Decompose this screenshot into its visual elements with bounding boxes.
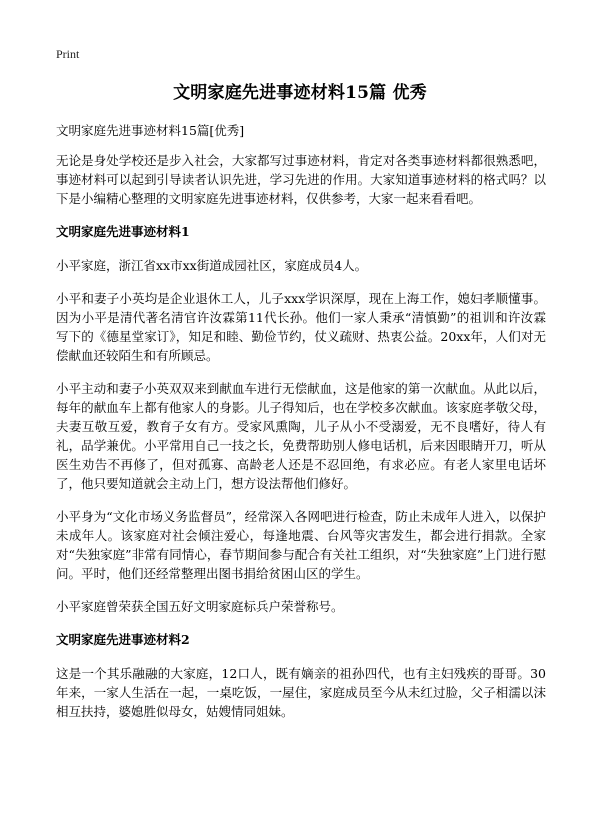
document-title: 文明家庭先进事迹材料15篇 优秀 [173,83,427,103]
article-body [56,151,546,735]
section1-paragraph-2: 小平和妻子小英均是企业退休工人，儿子xxx学识深厚，现在上海工作，媳妇孝顺懂事。因为小平是清代著名清官许汝霖第11代长孙。他们一家人秉承“清慎勤”的祖训和许汝霖写下的《德星堂家订》，知足和睦、勤俭节约，仗义疏财、热衷公益。20xx年，人们对无偿献血还较陌生和有所顾忌。 [56,291,546,363]
section1-paragraph-3: 小平主动和妻子小英双双来到献血车进行无偿献血，这是他家的第一次献血。从此以后，每年的献血车上都有他家人的身影。儿子得知后，也在学校多次献血。该家庭孝敬父母，夫妻互敬互爱，教育子女有方。受家风熏陶，儿子从小不受溺爱，无不良嗜好，待人有礼，品学兼优。小平常用自己一技之长，免费帮助别人修电话机，后来因眼睛开刀，听从医生劝告不再修了，但对孤寡、高龄老人还是不忍回绝，有求必应。有老人家里电话坏了，他只要知道就会主动上门，想方设法帮他们修好。 [56,381,546,491]
print-link[interactable]: Print [56,47,80,61]
section1-paragraph-4: 小平身为“文化市场义务监督员”，经常深入各网吧进行检查，防止未成年人进入，以保护未成年人。该家庭对社会倾注爱心，每逢地震、台风等灾害发生，都会进行捐款。全家对“失独家庭”非常有同情心，春节期间参与配合有关社工组织，对“失独家庭”上门进行慰问。平时，他们还经常整理出图书捐给贫困山区的学生。 [56,509,546,581]
section1-paragraph-5: 小平家庭曾荣获全国五好文明家庭标兵户荣誉称号。 [56,599,344,614]
intro-paragraph: 无论是身处学校还是步入社会，大家都写过事迹材料，肯定对各类事迹材料都很熟悉吧，事迹材料可以起到引导读者认识先进，学习先进的作用。大家知道事迹材料的格式吗？以下是小编精心整理的文明家庭先进事迹材料，仅供参考，大家一起来看看吧。 [56,153,546,206]
section-heading-1: 文明家庭先进事迹材料1 [56,224,190,239]
document-subtitle: 文明家庭先进事迹材料15篇[优秀] [56,123,245,138]
section1-paragraph-1: 小平家庭，浙江省xx市xx街道成园社区，家庭成员4人。 [56,258,368,273]
section2-paragraph-1: 这是一个其乐融融的大家庭，12口人，既有嫡亲的祖孙四代，也有主妇残疾的哥哥。30年来，一家人生活在一起，一桌吃饭，一屋住，家庭成员至今从未红过脸，父子相濡以沫相互扶持，婆媳胜似母女，姑嫂情同姐妹。 [56,666,546,719]
section-heading-2: 文明家庭先进事迹材料2 [56,632,190,647]
